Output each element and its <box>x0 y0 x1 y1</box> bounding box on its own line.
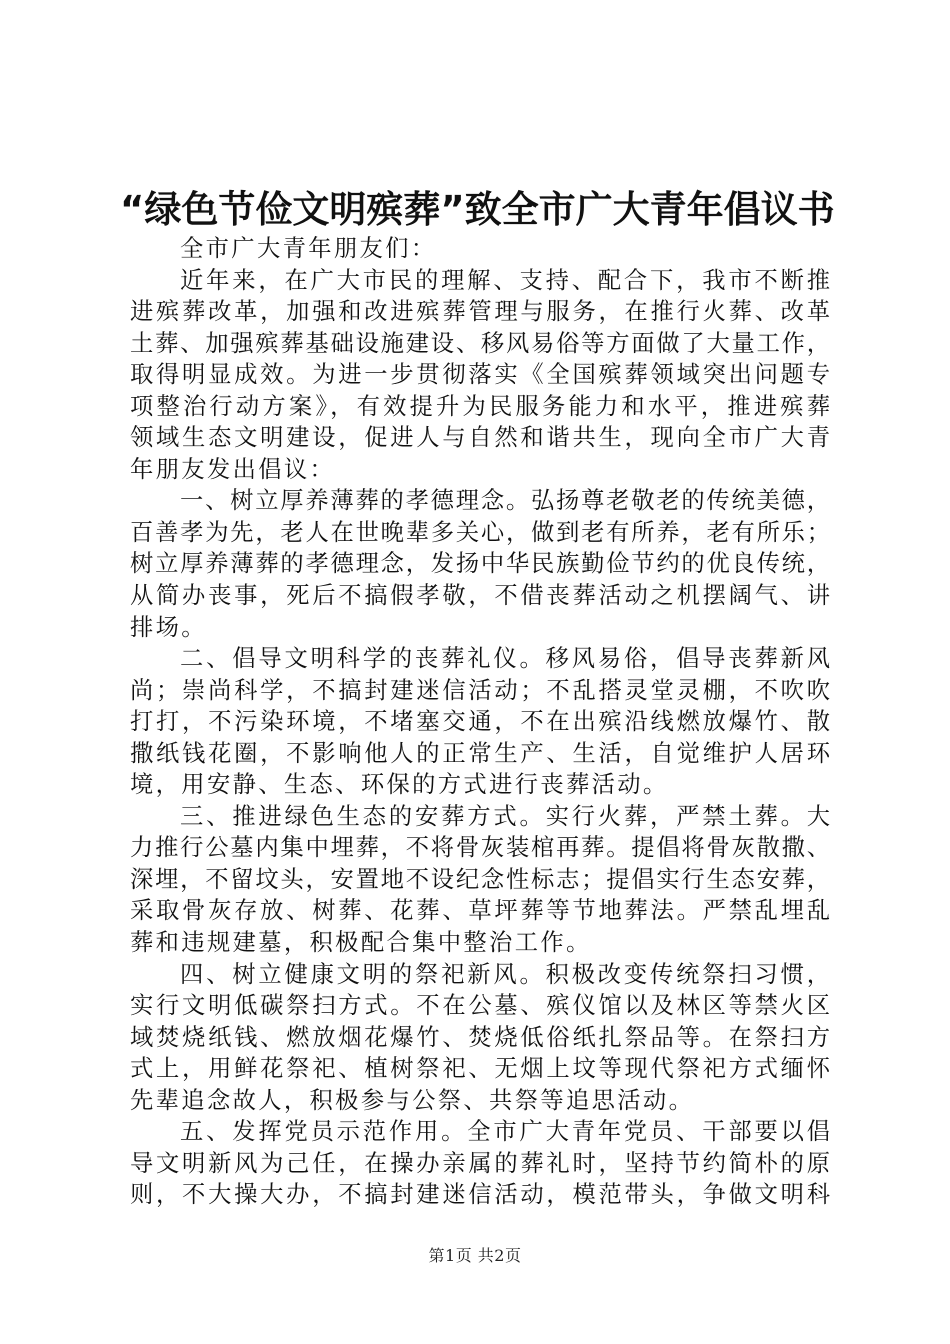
paragraph-line: 式上，用鲜花祭祀、植树祭祀、无烟上坟等现代祭祀方式缅怀 <box>130 1055 830 1083</box>
paragraph-line: 五、发挥党员示范作用。全市广大青年党员、干部要以倡 <box>180 1118 830 1146</box>
paragraph-line: 四、树立健康文明的祭祀新风。积极改变传统祭扫习惯， <box>180 960 830 988</box>
paragraph-line: 三、推进绿色生态的安葬方式。实行火葬，严禁土葬。大 <box>180 802 830 830</box>
paragraph-line: 导文明新风为己任，在操办亲属的葬礼时，坚持节约简朴的原 <box>130 1149 830 1177</box>
paragraph-line: 尚；崇尚科学，不搞封建迷信活动；不乱搭灵堂灵棚，不吹吹 <box>130 676 830 704</box>
paragraph-line: 排场。 <box>130 613 207 641</box>
paragraph-line: 撒纸钱花圈，不影响他人的正常生产、生活，自觉维护人居环 <box>130 739 830 767</box>
paragraph-line: 则，不大操大办，不搞封建迷信活动，模范带头，争做文明科 <box>130 1181 830 1209</box>
paragraph-line: 深埋，不留坟头，安置地不设纪念性标志；提倡实行生态安葬， <box>130 865 830 893</box>
document-title: “绿色节俭文明殡葬”致全市广大青年倡议书 <box>120 188 835 231</box>
paragraph-line: 域焚烧纸钱、燃放烟花爆竹、焚烧低俗纸扎祭品等。在祭扫方 <box>130 1023 830 1051</box>
paragraph-line: 项整治行动方案》，有效提升为民服务能力和水平，推进殡葬 <box>130 392 830 420</box>
paragraph-line: 近年来，在广大市民的理解、支持、配合下，我市不断推 <box>180 266 830 294</box>
page-number-footer: 第1页 共2页 <box>428 1246 522 1265</box>
paragraph-line: 从简办丧事，死后不搞假孝敬，不借丧葬活动之机摆阔气、讲 <box>130 582 830 610</box>
paragraph-line: 先辈追念故人，积极参与公祭、共祭等追思活动。 <box>130 1086 695 1114</box>
paragraph-line: 树立厚养薄葬的孝德理念，发扬中华民族勤俭节约的优良传统， <box>130 550 830 578</box>
paragraph-line: 采取骨灰存放、树葬、花葬、草坪葬等节地葬法。严禁乱埋乱 <box>130 897 830 925</box>
paragraph-line: 领域生态文明建设，促进人与自然和谐共生，现向全市广大青 <box>130 424 830 452</box>
paragraph-line: 百善孝为先，老人在世晚辈多关心，做到老有所养，老有所乐； <box>130 518 830 546</box>
document-body <box>130 233 830 1211</box>
paragraph-line: 力推行公墓内集中埋葬，不将骨灰装棺再葬。提倡将骨灰散撒、 <box>130 834 830 862</box>
paragraph-line: 土葬、加强殡葬基础设施建设、移风易俗等方面做了大量工作， <box>130 329 830 357</box>
paragraph-line: 葬和违规建墓，积极配合集中整治工作。 <box>130 929 592 957</box>
paragraph-line: 全市广大青年朋友们： <box>180 235 437 262</box>
paragraph-line: 打打，不污染环境，不堵塞交通，不在出殡沿线燃放爆竹、散 <box>130 708 830 736</box>
paragraph-line: 实行文明低碳祭扫方式。不在公墓、殡仪馆以及林区等禁火区 <box>130 992 830 1020</box>
paragraph-line: 一、树立厚养薄葬的孝德理念。弘扬尊老敬老的传统美德， <box>180 487 830 515</box>
paragraph-line: 二、倡导文明科学的丧葬礼仪。移风易俗，倡导丧葬新风 <box>180 645 830 673</box>
paragraph-line: 境，用安静、生态、环保的方式进行丧葬活动。 <box>130 771 669 799</box>
paragraph-line: 年朋友发出倡议： <box>130 455 336 483</box>
paragraph-line: 进殡葬改革，加强和改进殡葬管理与服务，在推行火葬、改革 <box>130 298 830 326</box>
paragraph-line: 取得明显成效。为进一步贯彻落实《全国殡葬领域突出问题专 <box>130 361 830 389</box>
